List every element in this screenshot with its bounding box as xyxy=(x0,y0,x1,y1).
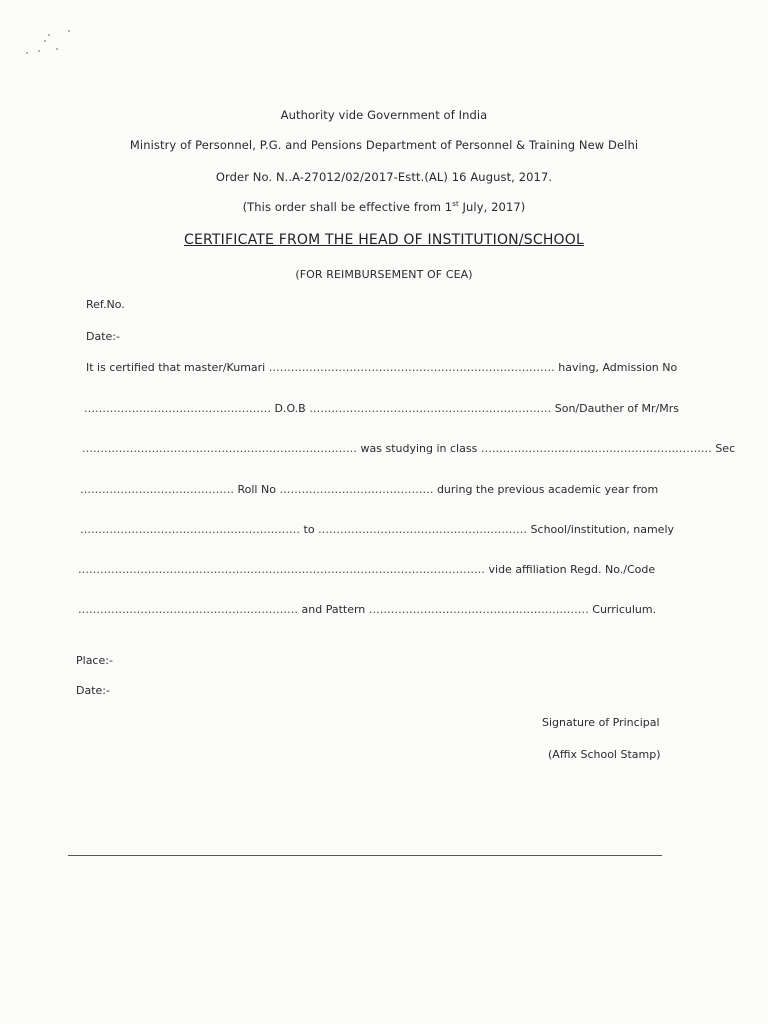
admission-blank: …………………………………………… xyxy=(84,402,271,415)
date-label-top: Date:- xyxy=(86,330,120,343)
year-to-blank: ………………………………………………… xyxy=(318,523,528,536)
year-from-blank: …………………………………………………… xyxy=(80,523,300,536)
effective-post: July, 2017) xyxy=(458,200,526,214)
parent-label: Son/Dauther of Mr/Mrs xyxy=(554,402,679,415)
curriculum-label: Curriculum. xyxy=(592,603,657,616)
effective-line xyxy=(0,200,768,214)
school-name-blank: ………………………………………………………………………………………………… xyxy=(78,563,485,576)
affiliation-blank: …………………………………………………… xyxy=(78,603,298,616)
class-blank: ……………………………………………………… xyxy=(480,442,712,455)
name-blank: …………………………………………………………………… xyxy=(268,361,555,374)
ministry-line: Ministry of Personnel, P.G. and Pensions Department of Personnel & Training New Delhi xyxy=(129,138,639,152)
body-line-3 xyxy=(82,442,735,455)
effective-sup: st xyxy=(452,200,459,209)
certified-text: It is certified that master/Kumari xyxy=(86,361,266,374)
academic-year-label: during the previous academic year from xyxy=(436,483,659,496)
ref-no-label: Ref.No. xyxy=(86,298,125,311)
body-line-2 xyxy=(84,402,679,415)
body-line-7 xyxy=(78,603,656,616)
stamp-label: (Affix School Stamp) xyxy=(548,748,661,761)
scan-specks xyxy=(18,28,88,68)
certificate-subtitle: (FOR REIMBURSEMENT OF CEA) xyxy=(295,268,473,281)
order-line: Order No. N..A-27012/02/2017-Estt.(AL) 16 August, 2017. xyxy=(215,170,553,184)
to-label: to xyxy=(303,523,315,536)
pattern-label: and Pattern xyxy=(301,603,366,616)
body-line-5 xyxy=(80,523,674,536)
parent-blank: ………………………………………………………………… xyxy=(82,442,357,455)
body-line-1 xyxy=(86,361,677,374)
dob-blank: ………………………………………………………… xyxy=(309,402,552,415)
roll-blank: …………………………………… xyxy=(279,483,434,496)
date-label-bottom: Date:- xyxy=(76,684,110,697)
roll-label: Roll No xyxy=(237,483,276,496)
dob-label: D.O.B xyxy=(274,402,306,415)
place-label: Place:- xyxy=(76,654,113,667)
body-line-4 xyxy=(80,483,658,496)
admission-label: having, Admission No xyxy=(558,361,678,374)
class-label: was studying in class xyxy=(360,442,478,455)
sec-blank: …………………………………… xyxy=(80,483,234,496)
pattern-blank: …………………………………………………… xyxy=(368,603,589,616)
authority-line: Authority vide Government of India xyxy=(280,108,488,122)
certificate-title: CERTIFICATE FROM THE HEAD OF INSTITUTION/SCHOOL xyxy=(184,232,584,248)
signature-label: Signature of Principal xyxy=(542,716,660,729)
sec-label: Sec xyxy=(715,442,736,455)
bottom-rule xyxy=(68,855,662,856)
affiliation-label: vide affiliation Regd. No./Code xyxy=(488,563,656,576)
body-line-6 xyxy=(78,563,655,576)
school-label: School/institution, namely xyxy=(530,523,675,536)
effective-pre: (This order shall be effective from 1 xyxy=(242,200,453,214)
